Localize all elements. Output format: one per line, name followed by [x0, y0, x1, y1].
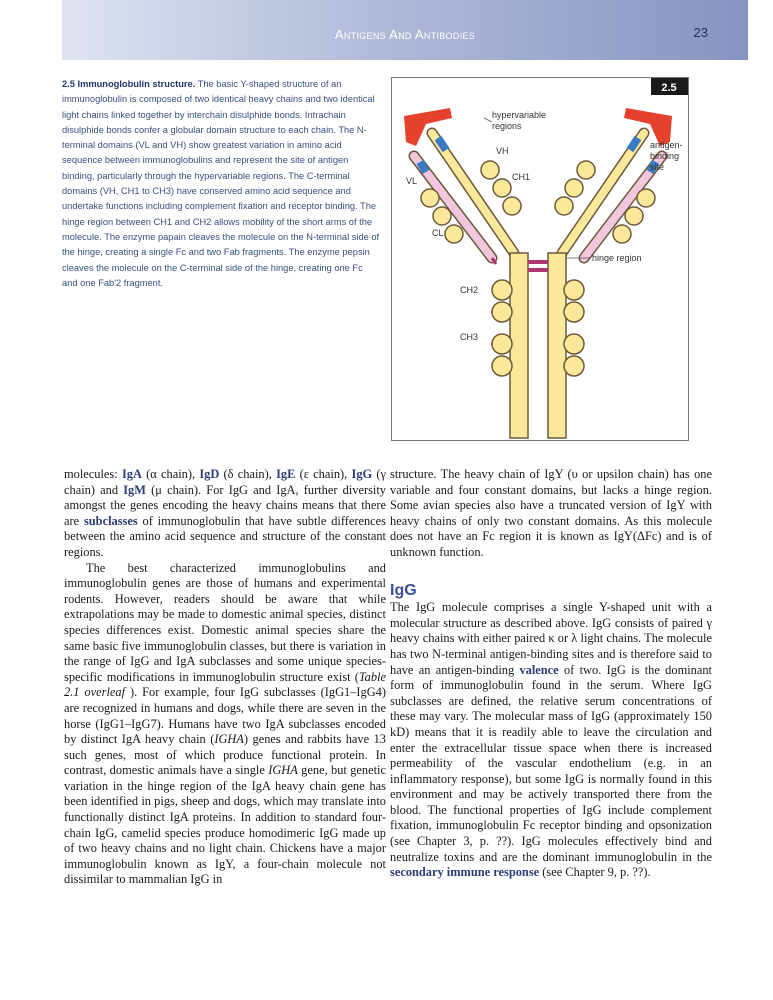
text-run: of immunoglobulin that have subtle differences between the amino acid sequence and structure of the constant regions.	[64, 513, 386, 559]
term-igd: IgD	[199, 467, 220, 481]
page-header	[62, 0, 748, 60]
gene-name: IGHA	[268, 763, 298, 778]
term-valence: valence	[519, 662, 559, 677]
text-run: The best characterized immunoglobulins and immunoglobulin genes are those of humans and experimental rodents. However, readers should be aware that while extrapolations may be made to domestic animal species, distinct species differences exist. Domestic animal species share the same basic five immunoglobulin classes, but there is variation in the range of IgG and IgA subclasses and some unique species-specific modifications in immunoglobulin structure exist (	[64, 560, 386, 684]
gene-name: IGHA	[214, 732, 244, 747]
label-cl: CL	[432, 228, 444, 238]
text-run: molecules:	[64, 467, 122, 481]
page-number: 23	[693, 25, 708, 40]
left-column	[64, 467, 386, 888]
term-igm: IgM	[123, 482, 146, 497]
label-hypervariable-1: hypervariable	[492, 110, 547, 120]
caption-body: The basic Y-shaped structure of an immunoglobulin is composed of two identical heavy chains and two identical light chains linked together by interchain disulphide bonds. Intrachain disulphide bonds confer a globular domain structure to each chain. The N-terminal domains (VL and VH) show greatest variation in amino acid sequence between immunoglobulins and represent the site of antigen binding, particularly through the hypervariable regions. The C-terminal domains (VH, CH1 to CH3) have conserved amino acid sequence and undertake functions including complement fixation and receptor binding. The hinge region between CH1 and CH2 allows mobility of the short arms of the molecule. The enzyme papain cleaves the molecule on the N-terminal side of the hinge, creating a single Fc and two Fab fragments. The enzyme pepsin cleaves the molecule on the C-terminal side of the hinge, creating one Fc and one Fab'2 fragment.	[62, 79, 380, 288]
text-run: (μ chain). For IgG and IgA, further diversity amongst the genes encoding the heavy chains means that there are	[64, 482, 387, 528]
term-iga: IgA	[121, 467, 142, 481]
right-column	[390, 467, 712, 881]
right-paragraph-2	[390, 600, 712, 881]
section-heading-igg: IgG	[390, 581, 417, 599]
label-antigen-2: binding	[650, 151, 680, 161]
label-hypervariable-2: regions	[492, 121, 522, 131]
text-run: (ε chain),	[295, 467, 352, 481]
caption-title: 2.5 Immunoglobulin structure.	[62, 79, 196, 89]
left-paragraph-1	[64, 467, 386, 561]
term-secondary-immune-response: secondary immune response	[390, 865, 540, 880]
running-title: Antigens And Antibodies	[334, 27, 476, 42]
label-antigen-1: antigen-	[650, 140, 683, 150]
label-ch3: CH3	[460, 332, 479, 342]
text-run: (see Chapter 9, p. ??).	[539, 865, 651, 880]
immunoglobulin-diagram	[392, 78, 688, 440]
immunoglobulin-figure	[391, 77, 689, 441]
figure-caption	[62, 77, 380, 291]
text-run: ) genes and rabbits have 13 such genes, most of which produce functional protein. In contrast, domestic animals have a single	[64, 732, 386, 778]
term-subclasses: subclasses	[83, 513, 138, 528]
text-run: of two. IgG is the dominant form of immunoglobulin found in the serum. Where IgG subclasses are defined, the relative serum concentrations of these may vary. The molecular mass of IgG (approximately 150 kD) means that it is readily able to leave the circulation and enter the extracellular tissue space when there is increased permeability of the vascular endothelium (e.g. in an inflammatory response), but some IgG is normally found in this environment and may be actively transported there from the blood. The functional properties of IgG include complement fixation, immunoglobulin Fc receptor binding and opsonization (see Chapter 3, p. ??). IgG molecules effectively bind and neutralize toxins and are the dominant immunoglobulin in the	[390, 662, 712, 864]
fc-stem	[492, 253, 584, 438]
text-run: (γ chain) and	[64, 467, 387, 497]
term-ige: IgE	[276, 467, 296, 481]
text-run: (α chain),	[141, 467, 200, 481]
term-igg: IgG	[351, 467, 373, 481]
text-run: ). For example, four IgG subclasses (IgG1–IgG4) are recognized in humans and dogs, while there are seven in the horse (IgG1–IgG7). Humans have two IgA subclasses encoded by distinct IgA heavy chain (	[64, 685, 386, 747]
right-paragraph-1: structure. The heavy chain of IgY (υ or upsilon chain) has one variable and four constant domains, but lacks a hinge region. Some avian species also have a truncated version of IgY with heavy chains of only two constant domains. As this molecule does not have an Fc region it is known as IgY(ΔFc) and is of unknown function.	[390, 467, 712, 559]
left-paragraph-2	[64, 561, 386, 888]
text-run: gene, but genetic variation in the hinge region of the IgA heavy chain gene has been identified in pigs, sheep and dogs, which may translate into functionally distinct IgA proteins. In addition to standard four-chain IgG, camelid species produce homodimeric IgG made up of two heavy chains and no light chain. Chickens have a major immunoglobulin known as IgY, a four-chain molecule not dissimilar to mammalian IgG in	[64, 763, 386, 887]
text-run: (δ chain),	[219, 467, 277, 481]
label-vh: VH	[496, 146, 509, 156]
label-antigen-3: site	[650, 162, 665, 172]
label-ch1: CH1	[512, 172, 531, 182]
text-run: The IgG molecule comprises a single Y-shaped unit with a molecular structure as described above. IgG consists of paired γ heavy chains with either paired κ or λ light chains. The molecule has two N-terminal antigen-binding sites and is therefore said to have an antigen-binding	[390, 600, 712, 677]
table-reference: Table 2.1 overleaf	[64, 669, 386, 700]
label-ch2: CH2	[460, 285, 479, 295]
antigen-left	[404, 108, 452, 146]
label-hinge: hinge region	[592, 253, 642, 263]
label-vl: VL	[406, 176, 418, 186]
figure-badge: 2.5	[661, 82, 677, 94]
